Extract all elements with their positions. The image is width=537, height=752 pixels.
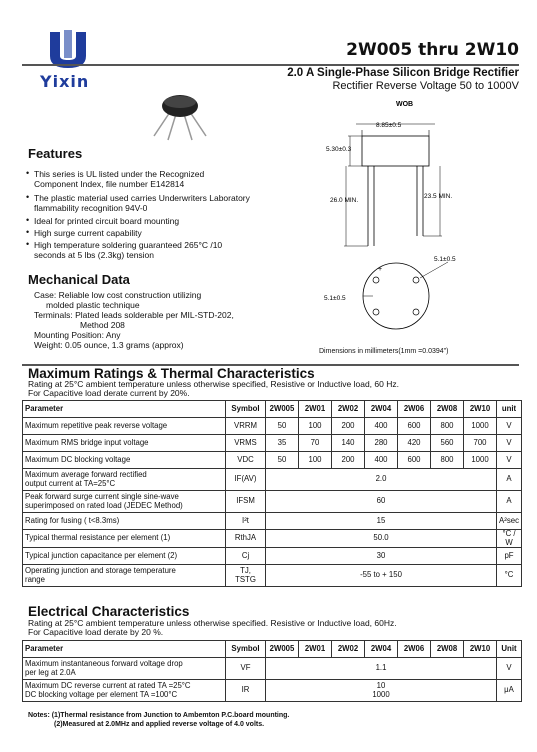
electrical-note-2: For Capacitive load derate by 20 %. — [28, 627, 164, 637]
symbol-cell: TJ, TSTG — [226, 565, 266, 587]
ratings-column-header: 2W10 — [464, 401, 497, 418]
unit-cell: μA — [497, 680, 522, 702]
ratings-column-header: 2W01 — [299, 401, 332, 418]
subtitle: 2.0 A Single-Phase Silicon Bridge Rectifier — [287, 67, 519, 79]
electrical-heading: Electrical Characteristics — [28, 604, 190, 619]
value-cell: 10 1000 — [266, 680, 497, 702]
value-cell: 600 — [398, 418, 431, 435]
electrical-column-header: Unit — [497, 641, 522, 658]
unit-cell: °C — [497, 565, 522, 587]
unit-cell: pF — [497, 548, 522, 565]
value-cell: 35 — [266, 435, 299, 452]
electrical-header-row — [23, 641, 522, 658]
parameter-cell: Maximum DC blocking voltage — [23, 452, 226, 469]
parameter-cell: Maximum average forward rectified output current at TA=25°C — [23, 469, 226, 491]
electrical-column-header: 2W04 — [365, 641, 398, 658]
parameter-cell: Maximum RMS bridge input voltage — [23, 435, 226, 452]
electrical-column-header: 2W005 — [266, 641, 299, 658]
package-label: WOB — [396, 101, 414, 108]
value-cell: 1000 — [464, 452, 497, 469]
symbol-cell: VF — [226, 658, 266, 680]
ratings-row — [23, 548, 522, 565]
mechanical-text: Case: Reliable low cost construction utilizing molded plastic technique Terminals: Plated leads solderable per MIL-STD-202, Method 208 Mounting Position: Any Weight: 0.05 ounce, 1.3 grams (approx) — [34, 290, 234, 350]
value-cell: 800 — [431, 418, 464, 435]
dim-width: 8.85±0.5 — [376, 122, 402, 129]
feature-item: • Ideal for printed circuit board mounting — [26, 215, 180, 226]
unit-cell: A — [497, 491, 522, 513]
product-image — [140, 92, 220, 142]
feature-item: • The plastic material used carries Underwriters Laboratory flammability recognition 94V-0 — [26, 192, 250, 213]
value-cell: -55 to + 150 — [266, 565, 497, 587]
value-cell: 200 — [332, 452, 365, 469]
value-cell: 100 — [299, 418, 332, 435]
value-cell: 400 — [365, 418, 398, 435]
symbol-cell: RthJA — [226, 530, 266, 548]
ratings-column-header: 2W04 — [365, 401, 398, 418]
ratings-header-row — [23, 401, 522, 418]
symbol-cell: I²t — [226, 513, 266, 530]
symbol-cell: IFSM — [226, 491, 266, 513]
value-cell: 60 — [266, 491, 497, 513]
ratings-note: Rating at 25°C ambient temperature unless otherwise specified, Resistive or Inductive load, 60 Hz. — [28, 379, 399, 389]
electrical-row — [23, 658, 522, 680]
symbol-cell: VDC — [226, 452, 266, 469]
unit-cell: A²sec — [497, 513, 522, 530]
svg-text:+: + — [378, 266, 383, 273]
value-cell: 800 — [431, 452, 464, 469]
ratings-row — [23, 491, 522, 513]
electrical-column-header: 2W10 — [464, 641, 497, 658]
symbol-cell: Cj — [226, 548, 266, 565]
value-cell: 420 — [398, 435, 431, 452]
unit-cell: V — [497, 658, 522, 680]
mechanical-heading: Mechanical Data — [28, 272, 130, 287]
value-cell: 100 — [299, 452, 332, 469]
dim-lead: 26.0 MIN. — [330, 197, 359, 204]
feature-item: • High temperature soldering guaranteed 265°C /10 seconds at 5 lbs (2.3kg) tension — [26, 239, 223, 260]
value-cell: 400 — [365, 452, 398, 469]
value-cell: 50.0 — [266, 530, 497, 548]
value-cell: 200 — [332, 418, 365, 435]
ratings-row — [23, 513, 522, 530]
value-cell: 1000 — [464, 418, 497, 435]
unit-cell: V — [497, 452, 522, 469]
ratings-row — [23, 565, 522, 587]
feature-item: • High surge current capability — [26, 227, 142, 238]
unit-cell: °C / W — [497, 530, 522, 548]
parameter-cell: Typical thermal resistance per element (1) — [23, 530, 226, 548]
value-cell: 50 — [266, 452, 299, 469]
parameter-cell: Operating junction and storage temperature range — [23, 565, 226, 587]
ratings-row — [23, 418, 522, 435]
footnotes: Notes: (1)Thermal resistance from Junction to Ambemton P.C.board mounting. (2)Measured at 2.0MHz and applied reverse voltage of 4.0 volts. — [28, 712, 290, 728]
parameter-cell: Rating for fusing ( t<8.3ms) — [23, 513, 226, 530]
ratings-table — [22, 400, 522, 587]
value-cell: 560 — [431, 435, 464, 452]
ratings-column-header: Parameter — [23, 401, 226, 418]
dim-body: 5.30±0.3 — [326, 146, 352, 153]
electrical-column-header: Parameter — [23, 641, 226, 658]
electrical-table — [22, 640, 522, 702]
ratings-heading: Maximum Ratings & Thermal Characteristics — [28, 366, 315, 381]
value-cell: 600 — [398, 452, 431, 469]
subtitle-voltage: Rectifier Reverse Voltage 50 to 1000V — [332, 80, 519, 92]
parameter-cell: Maximum DC reverse current at rated TA =25°C DC blocking voltage per element TA =100°C — [23, 680, 226, 702]
electrical-note: Rating at 25°C ambient temperature unless otherwise specified. Resistive or Inductive load, 60Hz. — [28, 618, 397, 628]
ratings-row — [23, 469, 522, 491]
dimension-note: Dimensions in millimeters(1mm =0.0394") — [319, 348, 449, 355]
ratings-row — [23, 435, 522, 452]
symbol-cell: VRMS — [226, 435, 266, 452]
features-heading: Features — [28, 146, 83, 161]
value-cell: 70 — [299, 435, 332, 452]
ratings-row — [23, 452, 522, 469]
unit-cell: V — [497, 418, 522, 435]
symbol-cell: IR — [226, 680, 266, 702]
unit-cell: A — [497, 469, 522, 491]
ratings-column-header: unit — [497, 401, 522, 418]
symbol-cell: IF(AV) — [226, 469, 266, 491]
brand-name: Yixin — [40, 72, 90, 91]
ratings-row — [23, 530, 522, 548]
ratings-column-header: 2W005 — [266, 401, 299, 418]
header-divider — [22, 64, 519, 66]
value-cell: 2.0 — [266, 469, 497, 491]
value-cell: 15 — [266, 513, 497, 530]
electrical-column-header: 2W06 — [398, 641, 431, 658]
dim-top-left: 5.1±0.5 — [324, 295, 346, 302]
ratings-column-header: 2W02 — [332, 401, 365, 418]
dim-lead-short: 23.5 MIN. — [424, 193, 453, 200]
electrical-row — [23, 680, 522, 702]
value-cell: 280 — [365, 435, 398, 452]
electrical-column-header: 2W02 — [332, 641, 365, 658]
package-diagram — [318, 96, 528, 366]
parameter-cell: Typical junction capacitance per element (2) — [23, 548, 226, 565]
value-cell: 1.1 — [266, 658, 497, 680]
parameter-cell: Maximum repetitive peak reverse voltage — [23, 418, 226, 435]
symbol-cell: VRRM — [226, 418, 266, 435]
value-cell: 700 — [464, 435, 497, 452]
electrical-column-header: 2W08 — [431, 641, 464, 658]
ratings-note-2: For Capacitive load derate current by 20%. — [28, 388, 190, 398]
ratings-column-header: 2W06 — [398, 401, 431, 418]
dim-top-right: 5.1±0.5 — [434, 256, 456, 263]
electrical-column-header: Symbol — [226, 641, 266, 658]
parameter-cell: Maximum instantaneous forward voltage drop per leg at 2.0A — [23, 658, 226, 680]
page-title: 2W005 thru 2W10 — [346, 40, 519, 60]
unit-cell: V — [497, 435, 522, 452]
feature-item: • This series is UL listed under the Recognized Component Index, file number E142814 — [26, 168, 205, 189]
electrical-column-header: 2W01 — [299, 641, 332, 658]
ratings-column-header: Symbol — [226, 401, 266, 418]
value-cell: 30 — [266, 548, 497, 565]
value-cell: 50 — [266, 418, 299, 435]
ratings-column-header: 2W08 — [431, 401, 464, 418]
parameter-cell: Peak forward surge current single sine-wave superimposed on rated load (JEDEC Method) — [23, 491, 226, 513]
value-cell: 140 — [332, 435, 365, 452]
